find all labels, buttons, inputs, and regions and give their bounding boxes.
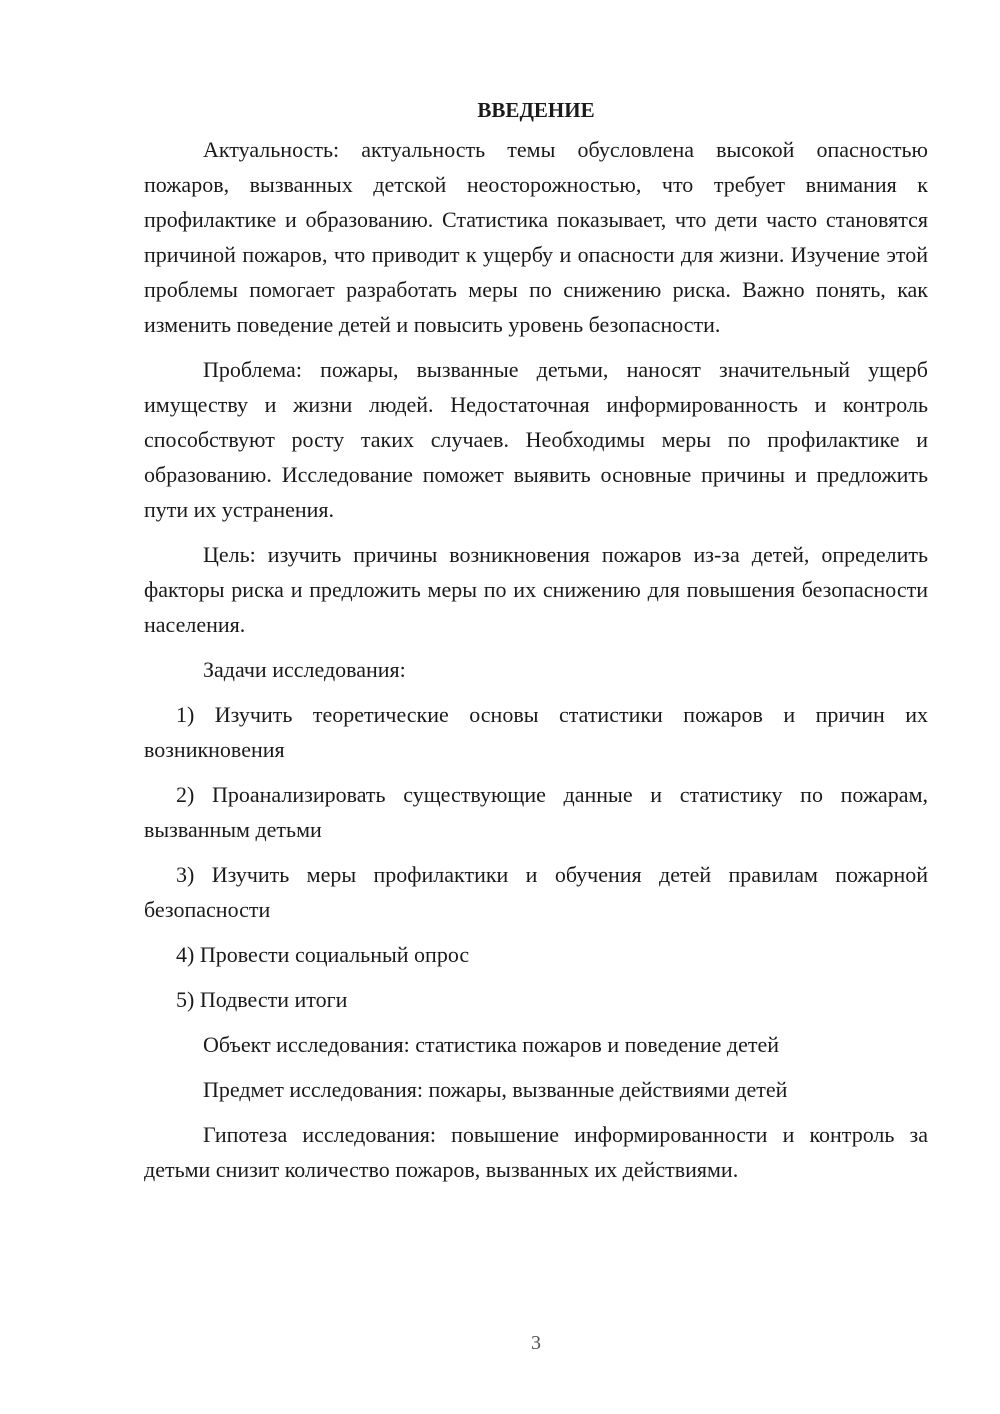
task-item-4: 4) Провести социальный опрос bbox=[176, 942, 470, 967]
relevance-paragraph: Актуальность: актуальность темы обусловлена высокой опасностью пожаров, вызванных детской неосторожностью, что требует внимания к профилактике и образованию. Статистика показывает, что дети часто становятся причиной пожаров, что приводит к ущербу и опасности для жизни. Изучение этой проблемы помогает разработать меры по снижению риска. Важно понять, как изменить поведение детей и повысить уровень безопасности. bbox=[144, 137, 928, 337]
task-item-1: 1) Изучить теоретические основы статистики пожаров и причин их возникновения bbox=[144, 702, 928, 762]
task-item-3: 3) Изучить меры профилактики и обучения детей правилам пожарной безопасности bbox=[144, 862, 928, 922]
tasks-heading: Задачи исследования: bbox=[203, 657, 406, 682]
document-page bbox=[144, 95, 928, 1197]
research-object: Объект исследования: статистика пожаров и поведение детей bbox=[203, 1032, 780, 1057]
section-title: ВВЕДЕНИЕ bbox=[477, 98, 595, 122]
goal-paragraph: Цель: изучить причины возникновения пожаров из-за детей, определить факторы риска и предложить меры по их снижению для повышения безопасности населения. bbox=[144, 542, 928, 637]
page-number: 3 bbox=[531, 1332, 541, 1354]
problem-paragraph: Проблема: пожары, вызванные детьми, наносят значительный ущерб имуществу и жизни людей. Недостаточная информированность и контроль способствуют росту таких случаев. Необходимы меры по профилактике и образованию. Исследование поможет выявить основные причины и предложить пути их устранения. bbox=[144, 357, 928, 522]
research-subject: Предмет исследования: пожары, вызванные действиями детей bbox=[203, 1077, 788, 1102]
task-item-5: 5) Подвести итоги bbox=[176, 987, 348, 1012]
task-item-2: 2) Проанализировать существующие данные и статистику по пожарам, вызванным детьми bbox=[144, 782, 928, 842]
research-hypothesis: Гипотеза исследования: повышение информированности и контроль за детьми снизит количество пожаров, вызванных их действиями. bbox=[144, 1122, 928, 1182]
